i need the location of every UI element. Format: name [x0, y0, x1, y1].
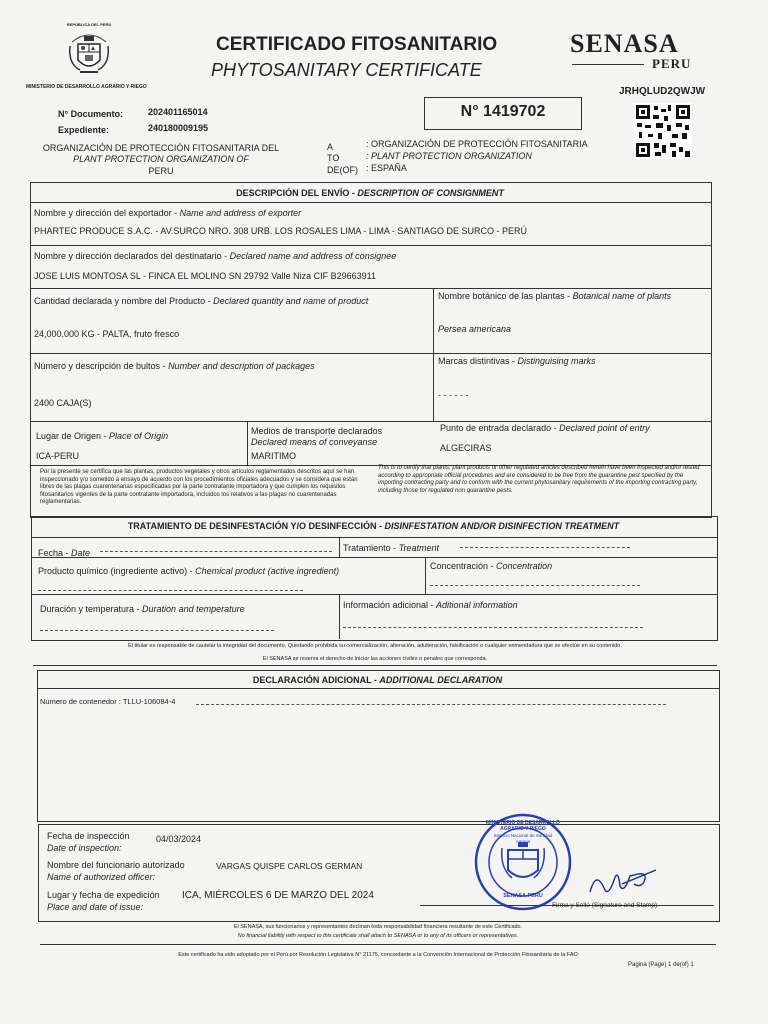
- org-from-line1: ORGANIZACIÓN DE PROTECCIÓN FITOSANITARIA DEL: [42, 143, 280, 153]
- title-en: PHYTOSANITARY CERTIFICATE: [211, 60, 482, 80]
- dash-line: [100, 551, 332, 552]
- verification-code: JRHQLUD2QWJW: [619, 86, 706, 97]
- botanical-value: Persea americana: [438, 324, 512, 334]
- officer-label-en: Name of authorized officer:: [47, 872, 156, 882]
- certify-en: This is to certify that plants, plant products or other regulated articles described herein have been inspected and/or tested according to appropriate official procedures and are considered to be free from the quarantine pest specified by the importing contracting party and to conform with the current phytosanitary requirements of the importing contracting party, including those for regulated non quarantine pests.: [378, 465, 700, 494]
- ministry-name: MINISTERIO DE DESARROLLO AGRARIO Y RIEGO: [26, 84, 147, 90]
- liability-line2: El SENASA se reserva el derecho de iniciar las acciones civiles o penales que corresponda.: [262, 656, 488, 662]
- packages-label-es: Número y descripción de bultos -: [34, 361, 169, 371]
- origin-label-es: Lugar de Origen -: [36, 431, 110, 441]
- transport-label-en: Declared means of conveyanse: [251, 437, 378, 447]
- consignee-label-es: Nombre y dirección declarados del destinatario -: [34, 251, 230, 261]
- treatment-box: [31, 516, 718, 641]
- chem-label-es: Producto químico (ingrediente activo) -: [38, 566, 196, 576]
- botanical-label-en: Botanical name of plants: [572, 291, 672, 301]
- footer-line2: No financial liability with respect to this certificate shall attach to SENASA or to any of its officers or representatives.: [237, 933, 519, 939]
- divider: [30, 421, 711, 422]
- place-label-en: Place and date of issue:: [47, 902, 144, 912]
- botanical-label: [438, 291, 671, 302]
- certify-es: Por la presente se certifica que las plantas, productos vegetales y otros artículos reglamentados descritos aquí se han inspeccionado y/o sometido a ensayo de acuerdo con los procedimientos oficiales adecuados y se considera que están libres de las plagas cuarentenarias especificadas por la parte contratante importadora y que cumplen los requisitos fitosanitarios vigentes de la parte contratante importadora, incluidos los relativos a las plagas no cuarentenadas reglamentarias.: [40, 469, 358, 505]
- divider: [339, 594, 340, 639]
- entry-label-en: Declared point of entry: [559, 423, 650, 433]
- footer-line3: Este certificado ha sido adoptado por el Perú por Resolución Legislativa N° 21175, concordante a la Convención Internacional de Protección Fitosanitaria de la FAO: [178, 952, 578, 958]
- peru-crest-logo: [66, 24, 112, 82]
- packages-value: 2400 CAJA(S): [34, 398, 92, 408]
- info-label-es: Información adicional -: [343, 600, 437, 610]
- org-to-line1: : ORGANIZACIÓN DE PROTECCIÓN FITOSANITARIA: [366, 139, 588, 149]
- divider: [433, 288, 434, 421]
- divider: [31, 594, 717, 595]
- quantity-label-es: Cantidad declarada y nombre del Producto -: [34, 296, 214, 306]
- dur-label-en: Duration and temperature: [142, 604, 245, 614]
- packages-label-en: Number and description of packages: [168, 361, 315, 371]
- divider: [30, 202, 711, 203]
- botanical-label-es: Nombre botánico de las plantas -: [438, 291, 573, 301]
- exporter-label: [34, 208, 301, 219]
- marks-label-es: Marcas distintivas -: [438, 356, 518, 366]
- divider: [31, 537, 717, 538]
- insp-date-label-es: Fecha de inspección: [47, 831, 130, 841]
- marks-label-en: Distinguising marks: [517, 356, 596, 366]
- officer-label-es: Nombre del funcionario autorizado: [47, 860, 185, 870]
- dash-line: [430, 585, 640, 586]
- chem-label-en: Chemical product (active ingredient): [195, 566, 340, 576]
- insp-date-label-en: Date of inspection:: [47, 843, 122, 853]
- marks-value: - - - - - -: [438, 390, 469, 400]
- exp-label: Expediente:: [58, 125, 110, 135]
- additional-title-es: DECLARACIÓN ADICIONAL -: [252, 675, 380, 685]
- dash-line: [40, 630, 274, 631]
- doc-label: N° Documento:: [58, 109, 124, 119]
- additional-box: [37, 670, 720, 822]
- treatment-title-en: DISINFESTATION AND/OR DISINFECTION TREATMENT: [384, 521, 620, 531]
- conc-label-es: Concentración -: [430, 561, 497, 571]
- qr-code: [634, 103, 692, 159]
- exporter-label-es: Nombre y dirección del exportador -: [34, 208, 180, 218]
- treat-date-en: Date: [71, 548, 91, 558]
- officer-value: VARGAS QUISPE CARLOS GERMAN: [216, 861, 363, 871]
- container-number: Numero de contenedor : TLLU-106084-4: [40, 697, 176, 706]
- divider: [30, 353, 711, 354]
- org-to-line2: : PLANT PROTECTION ORGANIZATION: [366, 151, 532, 161]
- senasa-brand: SENASA: [570, 29, 679, 58]
- stamp-outer-text: MINISTERIO DE DESARROLLO AGRARIO Y RIEGO: [486, 820, 560, 832]
- dash-line: [196, 704, 666, 705]
- quantity-label-en: Declared quantity and name of product: [213, 296, 369, 306]
- treat-type-es: Tratamiento -: [343, 543, 399, 553]
- treat-type-label: [343, 543, 439, 554]
- entry-value: ALGECIRAS: [440, 443, 492, 453]
- brand-rule: [572, 64, 644, 65]
- quantity-label: [34, 296, 368, 307]
- additional-title: [37, 675, 718, 686]
- treatment-title: [31, 521, 716, 532]
- consignee-value: JOSE LUIS MONTOSA SL - FINCA EL MOLINO SN 29792 Valle Niza CIF B29663911: [34, 271, 376, 281]
- signature: [586, 862, 662, 902]
- dash-line: [460, 547, 630, 548]
- title-es: CERTIFICADO FITOSANITARIO: [216, 34, 498, 55]
- transport-value: MARITIMO: [251, 451, 296, 461]
- origin-value: ICA-PERU: [36, 451, 80, 461]
- senasa-brand-sub: PERU: [652, 56, 692, 71]
- signature-label: Firma y Sello (Signature and Stamp): [552, 902, 658, 909]
- org-from-line3: PERU: [148, 166, 174, 176]
- info-label-en: Aditional information: [436, 600, 518, 610]
- info-label: [343, 600, 518, 611]
- entry-label-es: Punto de entrada declarado -: [440, 423, 560, 433]
- crest-text: REPÚBLICA DEL PERÚ: [66, 22, 112, 27]
- exporter-value: PHARTEC PRODUCE S.A.C. - AV.SURCO NRO. 308 URB. LOS ROSALES LIMA - LIMA - SANTIAGO DE SURCO - PERÚ: [34, 226, 527, 236]
- place-value: ICA, MIÉRCOLES 6 DE MARZO DEL 2024: [182, 890, 374, 901]
- origin-label-en: Place of Origin: [109, 431, 169, 441]
- conc-label-en: Concentration: [496, 561, 553, 571]
- divider: [40, 944, 716, 945]
- treat-date-es: Fecha -: [38, 548, 72, 558]
- divider: [425, 557, 426, 594]
- transport-label-es: Medios de transporte declarados: [251, 426, 383, 436]
- consignment-title: [30, 188, 710, 199]
- liability-line1: El titular es responsable de cautelar la integridad del documento. Quedando prohibida su comercialización, alteración, adulteración, falsificación o cualquier enmendadura que se efectúe en su contenido.: [128, 643, 622, 649]
- chem-label: [38, 566, 339, 577]
- conc-label: [430, 561, 552, 572]
- consignee-label: [34, 251, 396, 262]
- insp-date-value: 04/03/2024: [156, 834, 202, 844]
- org-to-deof: DE(OF): [327, 165, 358, 175]
- org-from-line2: PLANT PROTECTION ORGANIZATION OF: [73, 154, 249, 164]
- exp-value: 240180009195: [148, 123, 209, 133]
- org-to-line3: : ESPAÑA: [366, 163, 407, 173]
- stamp-inner-text: Servicio Nacional de Sanidad Agraria: [493, 833, 553, 844]
- dash-line: [38, 590, 303, 591]
- divider: [30, 245, 711, 246]
- page-number: Pagina (Page) 1 de(of) 1: [628, 962, 694, 968]
- divider: [31, 557, 717, 558]
- additional-title-en: ADDITIONAL DECLARATION: [379, 675, 503, 685]
- treat-type-en: Treatment: [398, 543, 440, 553]
- quantity-value: 24,000.000 KG - PALTA, fruto fresco: [34, 329, 180, 339]
- exporter-label-en: Name and address of exporter: [179, 208, 302, 218]
- divider: [247, 421, 248, 465]
- dash-line: [343, 627, 643, 628]
- cert-number: N° 1419702: [460, 103, 546, 120]
- org-to-to: TO: [327, 153, 340, 163]
- divider: [30, 288, 711, 289]
- doc-value: 202401165014: [148, 107, 208, 117]
- dur-label: [40, 604, 245, 615]
- stamp-bottom-text: SENASA PERU: [503, 893, 543, 899]
- dur-label-es: Duración y temperatura -: [40, 604, 143, 614]
- entry-label: [440, 423, 650, 434]
- consignment-title-es: DESCRIPCIÓN DEL ENVÍO -: [236, 188, 358, 198]
- divider: [37, 688, 719, 689]
- consignment-title-en: DESCRIPTION OF CONSIGNMENT: [357, 188, 504, 198]
- marks-label: [438, 356, 596, 367]
- footer-line1: El SENASA, sus funcionarios y representantes declinan toda responsabilidad financiera resultante de este Certificado.: [233, 924, 523, 930]
- org-to-a: A: [327, 142, 334, 152]
- divider: [339, 537, 340, 557]
- consignee-label-en: Declared name and address of consignee: [229, 251, 397, 261]
- packages-label: [34, 361, 315, 372]
- treatment-title-es: TRATAMIENTO DE DESINFESTACIÓN Y/O DESINFECCIÓN -: [127, 521, 385, 531]
- place-label-es: Lugar y fecha de expedición: [47, 890, 160, 900]
- origin-label: [36, 431, 168, 442]
- divider: [33, 665, 717, 666]
